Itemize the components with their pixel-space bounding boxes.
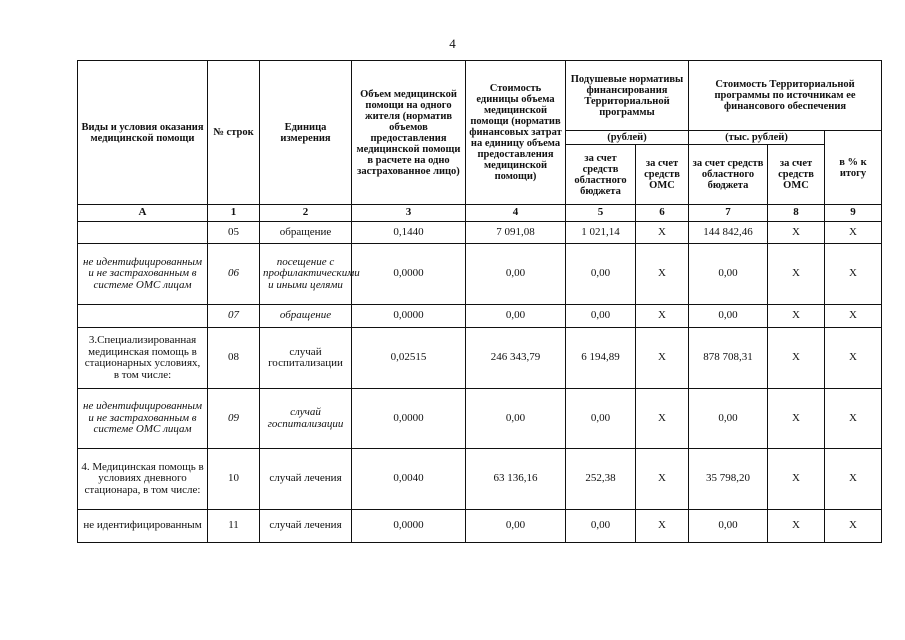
index-cell: 6 [636, 205, 689, 222]
value-cell-v9: Х [825, 222, 882, 244]
unit-cell: случай лечения [260, 449, 352, 510]
value-cell-v3: 0,0000 [352, 510, 466, 543]
value-cell-v7: 144 842,46 [689, 222, 768, 244]
unit-cell: случай лечения [260, 510, 352, 543]
value-cell-v5: 252,38 [566, 449, 636, 510]
row-number-cell: 07 [208, 305, 260, 328]
value-cell-v4: 0,00 [466, 244, 566, 305]
value-cell-v5: 0,00 [566, 510, 636, 543]
column-index-row [78, 205, 882, 222]
table-row [78, 328, 882, 389]
table-row [78, 510, 882, 543]
unit-cell: случай госпитализации [260, 389, 352, 449]
care-type-cell: не идентифицированным [78, 510, 208, 543]
value-cell-v8: Х [768, 244, 825, 305]
index-cell: 1 [208, 205, 260, 222]
value-cell-v3: 0,0000 [352, 305, 466, 328]
program-cost-table [77, 60, 882, 543]
row-number-cell: 08 [208, 328, 260, 389]
care-type-cell: 3.Специализированная медицинская помощь в стационарных условиях, в том числе: [78, 328, 208, 389]
unit-cell: обращение [260, 305, 352, 328]
header-percent-total: в % к итогу [825, 131, 882, 205]
header-unit-thous-rub: (тыс. рублей) [689, 131, 825, 145]
table-row [78, 222, 882, 244]
header-regional-budget-7: за счет средств областного бюджета [689, 145, 768, 205]
header-volume: Объем медицинской помощи на одного жителя (норматив объемов предоставления медицинской помощи в расчете на одно застрахованное лицо) [352, 61, 466, 205]
row-number-cell: 06 [208, 244, 260, 305]
care-type-cell [78, 222, 208, 244]
value-cell-v4: 0,00 [466, 389, 566, 449]
header-regional-budget-5: за счет средств областного бюджета [566, 145, 636, 205]
header-unit: Единица измерения [260, 61, 352, 205]
value-cell-v5: 0,00 [566, 389, 636, 449]
row-number-cell: 10 [208, 449, 260, 510]
value-cell-v5: 0,00 [566, 244, 636, 305]
index-cell: 3 [352, 205, 466, 222]
row-number-cell: 09 [208, 389, 260, 449]
value-cell-v6: Х [636, 222, 689, 244]
header-row-number: № строк [208, 61, 260, 205]
index-cell: 4 [466, 205, 566, 222]
table-body [78, 205, 882, 543]
index-cell: 5 [566, 205, 636, 222]
value-cell-v4: 246 343,79 [466, 328, 566, 389]
table-row [78, 244, 882, 305]
header-oms-8: за счет средств ОМС [768, 145, 825, 205]
value-cell-v8: Х [768, 328, 825, 389]
row-number-cell: 05 [208, 222, 260, 244]
unit-cell: обращение [260, 222, 352, 244]
value-cell-v8: Х [768, 305, 825, 328]
value-cell-v6: Х [636, 244, 689, 305]
value-cell-v7: 0,00 [689, 510, 768, 543]
value-cell-v9: Х [825, 305, 882, 328]
table-row [78, 305, 882, 328]
value-cell-v7: 878 708,31 [689, 328, 768, 389]
value-cell-v6: Х [636, 449, 689, 510]
index-cell: А [78, 205, 208, 222]
value-cell-v9: Х [825, 449, 882, 510]
row-number-cell: 11 [208, 510, 260, 543]
care-type-cell [78, 305, 208, 328]
value-cell-v8: Х [768, 449, 825, 510]
value-cell-v9: Х [825, 328, 882, 389]
care-type-cell: 4. Медицинская помощь в условиях дневного стационара, в том числе: [78, 449, 208, 510]
header-cost-group: Стоимость Территориальной программы по источникам ее финансового обеспечения [689, 61, 882, 131]
value-cell-v8: Х [768, 389, 825, 449]
page-number: 4 [449, 36, 456, 51]
unit-cell: посещение с профилактическими и иными целями [260, 244, 352, 305]
value-cell-v6: Х [636, 305, 689, 328]
header-care-type: Виды и условия оказания медицинской помощи [78, 61, 208, 205]
value-cell-v9: Х [825, 510, 882, 543]
value-cell-v3: 0,0000 [352, 389, 466, 449]
value-cell-v5: 1 021,14 [566, 222, 636, 244]
value-cell-v5: 0,00 [566, 305, 636, 328]
value-cell-v3: 0,0000 [352, 244, 466, 305]
index-cell: 2 [260, 205, 352, 222]
value-cell-v4: 0,00 [466, 510, 566, 543]
value-cell-v8: Х [768, 510, 825, 543]
header-oms-6: за счет средств ОМС [636, 145, 689, 205]
value-cell-v7: 0,00 [689, 244, 768, 305]
header-unit-rub: (рублей) [566, 131, 689, 145]
index-cell: 8 [768, 205, 825, 222]
value-cell-v7: 0,00 [689, 389, 768, 449]
value-cell-v3: 0,0040 [352, 449, 466, 510]
value-cell-v9: Х [825, 244, 882, 305]
care-type-cell: не идентифицированным и не застрахованным в системе ОМС лицам [78, 244, 208, 305]
index-cell: 7 [689, 205, 768, 222]
table-row [78, 449, 882, 510]
header-unit-cost: Стоимость единицы объема медицинской помощи (норматив финансовых затрат на единицу объема предоставления медицинской помощи) [466, 61, 566, 205]
value-cell-v4: 7 091,08 [466, 222, 566, 244]
value-cell-v4: 63 136,16 [466, 449, 566, 510]
value-cell-v7: 0,00 [689, 305, 768, 328]
care-type-cell: не идентифицированным и не застрахованным в системе ОМС лицам [78, 389, 208, 449]
value-cell-v6: Х [636, 510, 689, 543]
value-cell-v3: 0,02515 [352, 328, 466, 389]
value-cell-v8: Х [768, 222, 825, 244]
value-cell-v6: Х [636, 389, 689, 449]
table-row [78, 389, 882, 449]
unit-cell: случай госпитализации [260, 328, 352, 389]
value-cell-v5: 6 194,89 [566, 328, 636, 389]
index-cell: 9 [825, 205, 882, 222]
value-cell-v7: 35 798,20 [689, 449, 768, 510]
value-cell-v6: Х [636, 328, 689, 389]
value-cell-v9: Х [825, 389, 882, 449]
header-per-capita-group: Подушевые нормативы финансирования Территориальной программы [566, 61, 689, 131]
value-cell-v4: 0,00 [466, 305, 566, 328]
value-cell-v3: 0,1440 [352, 222, 466, 244]
